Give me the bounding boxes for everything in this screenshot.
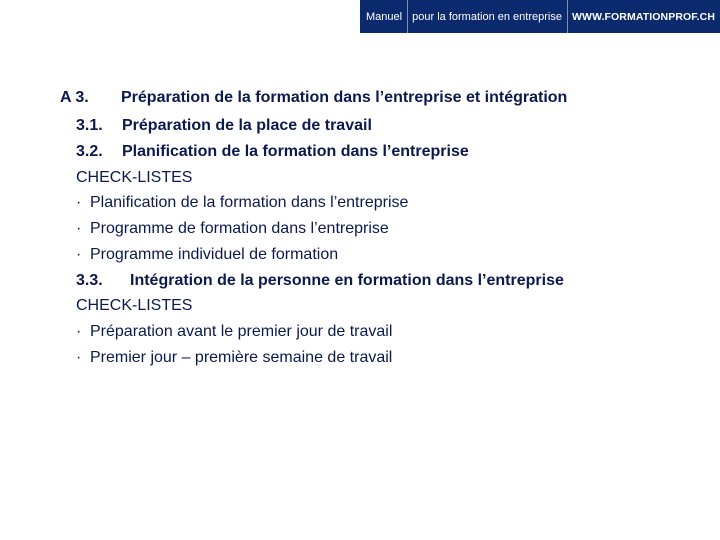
header-url-link[interactable]: WWW.FORMATIONPROF.CH (572, 10, 715, 23)
list-item-text: Planification de la formation dans l’entreprise (90, 194, 409, 211)
bullet-icon: · (76, 349, 82, 366)
subsection-3-1 (76, 116, 372, 136)
header-subtitle: pour la formation en entreprise (412, 10, 562, 23)
subsection-title: Planification de la formation dans l’entreprise (122, 143, 469, 160)
list-item (76, 193, 408, 213)
subsection-number: 3.2. (76, 143, 103, 160)
list-item (76, 348, 392, 368)
checklists-heading: CHECK-LISTES (76, 169, 193, 186)
subsection-title: Préparation de la place de travail (122, 117, 372, 134)
subsection-number: 3.3. (76, 272, 103, 289)
list-item-text: Programme de formation dans l’entreprise (90, 220, 389, 237)
list-item (76, 322, 392, 342)
list-item-text: Programme individuel de formation (90, 246, 339, 263)
bullet-icon: · (76, 246, 82, 263)
subsection-3-2 (76, 142, 469, 162)
bullet-icon: · (76, 220, 82, 237)
subsection-3-3 (76, 271, 564, 291)
bullet-icon: · (76, 194, 82, 211)
list-item (76, 245, 338, 265)
section-heading (60, 88, 89, 108)
section-title: Préparation de la formation dans l’entreprise et intégration (121, 89, 568, 106)
subsection-number: 3.1. (76, 117, 103, 134)
section-number: A 3. (60, 89, 89, 106)
header-manual-label: Manuel (366, 10, 403, 23)
list-item (76, 219, 389, 239)
list-item-text: Premier jour – première semaine de travail (90, 349, 393, 366)
subsection-title: Intégration de la personne en formation dans l’entreprise (130, 272, 564, 289)
checklists-heading: CHECK-LISTES (76, 297, 193, 314)
bullet-icon: · (76, 323, 82, 340)
list-item-text: Préparation avant le premier jour de travail (90, 323, 393, 340)
